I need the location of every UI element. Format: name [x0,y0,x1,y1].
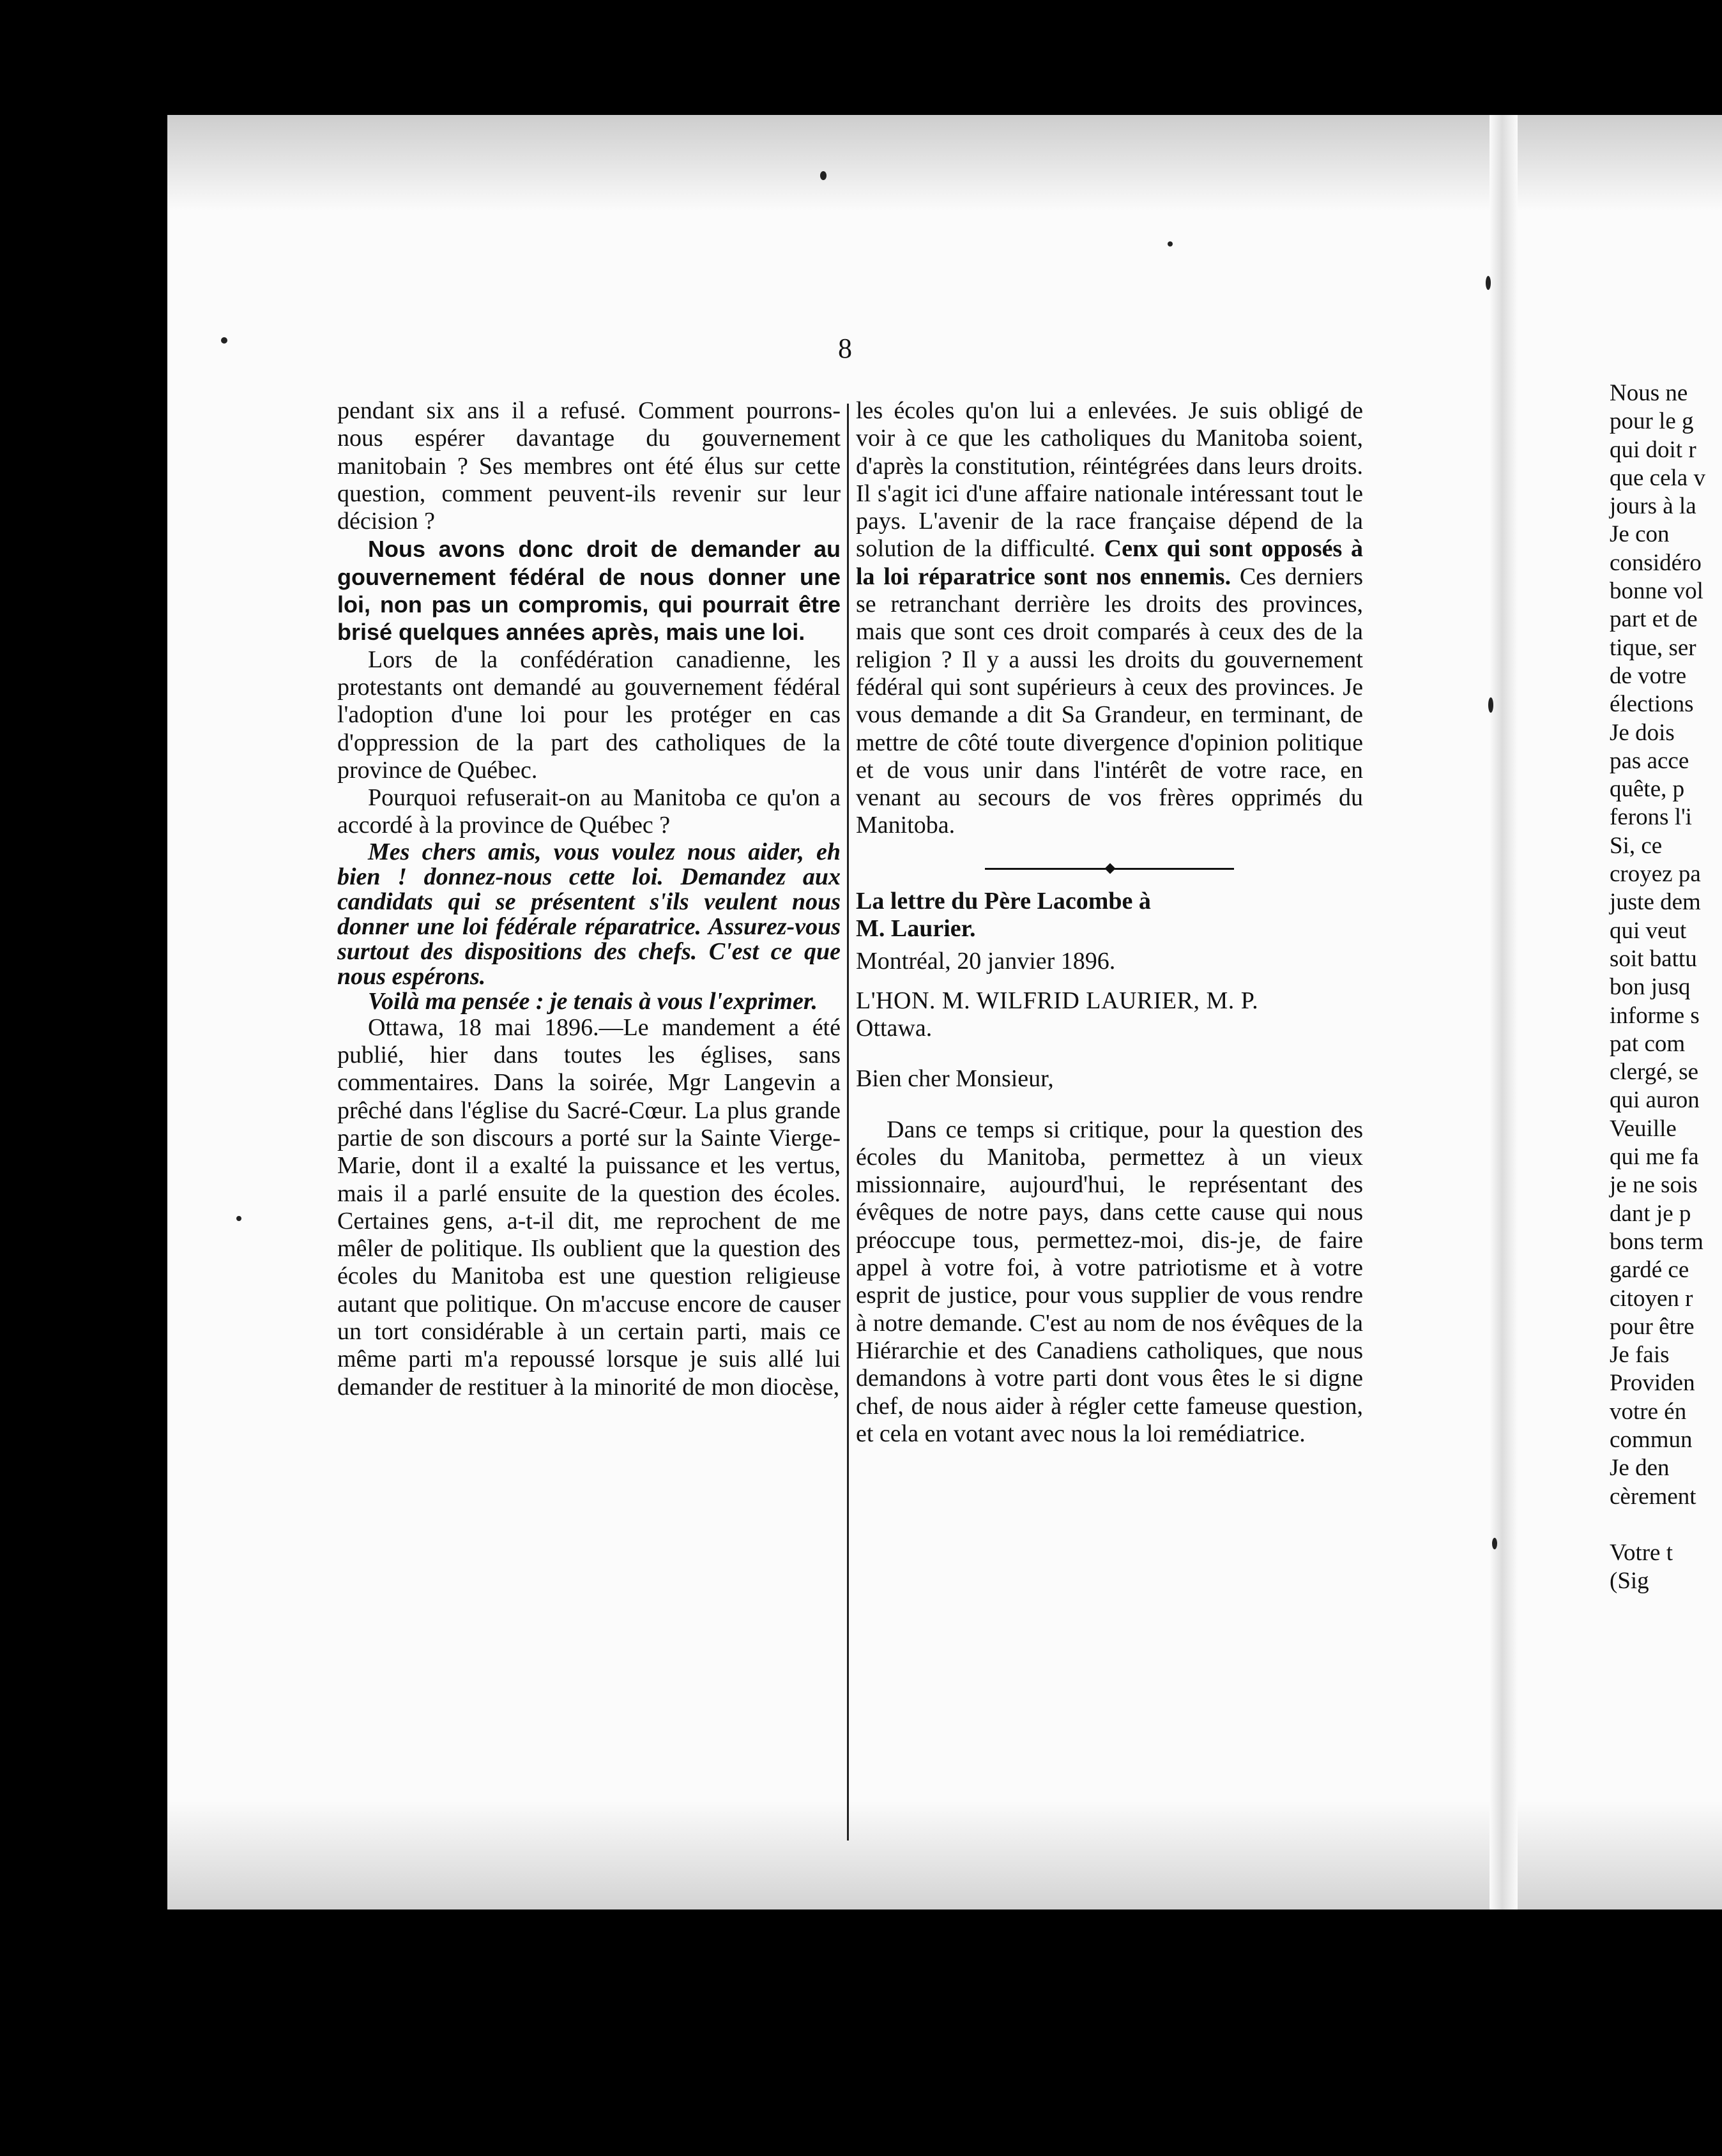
scan-speck [1168,241,1173,247]
fragment-line: gardé ce [1610,1257,1689,1284]
fragment-line: (Sig [1610,1568,1649,1595]
fragment-line: Je den [1610,1455,1670,1482]
fragment-line: ferons l'i [1610,804,1692,831]
fragment-line: je ne sois [1610,1172,1698,1199]
paragraph: Ottawa, 18 mai 1896.—Le mandement a été publié, hier dans toutes les églises, sans commentaires. Dans la soirée, Mgr Langevin a prêché dans l'église du Sacré-Cœur. La plus grande partie de son discours a porté sur la Sainte Vierge-Marie, dont il a exalté la puissance et les vertus, mais il a parlé ensuite de la question des écoles. Certaines gens, a-t-il dit, me reprochent de me mêler de politique. Ils oublient que la question des écoles du Manitoba est une question religieuse autant que politique. On m'accuse encore de causer un tort considérable à un certain parti, mais ce même parti m'a repoussé lorsque je suis allé lui demander de restituer à la minorité de mon diocèse, [337,1013,841,1401]
paragraph: Lors de la confédération canadienne, les protestants ont demandé au gouvernement fédéral l'adoption d'une loi pour les protéger en cas d'oppression de la part des catholiques de la province de Québec. [337,646,841,784]
fragment-line: qui doit r [1610,436,1696,463]
fragment-line: clergé, se [1610,1059,1699,1086]
text-span: Ces derniers se retranchant derrière les droits des provinces, mais que sont ces droit comparés à ceux des de la religion ? Il y a aussi les droits du gouvernement fédéral qui sont supérieurs à ceux des provinces. Je vous demande a dit Sa Grandeur, en terminant, de mettre de côté toute divergence d'opinion politique et de vous unir dans l'intérêt de votre race, en venant au secours de vos frères opprimés du Manitoba. [856,563,1364,839]
fragment-line: que cela v [1610,464,1705,491]
fragment-line: informe s [1610,1002,1700,1029]
column-divider [847,404,849,1841]
fragment-line: dant je p [1610,1200,1691,1227]
scan-shadow-top [167,115,1722,211]
scan-shadow-bottom [167,1801,1722,1909]
fragment-line: cèrement [1610,1483,1696,1510]
fragment-line: considéro [1610,549,1702,576]
page-fold [1490,115,1518,1909]
fragment-line: qui veut [1610,917,1687,944]
fragment-line: jours à la [1610,493,1696,520]
fragment-line: Nous ne [1610,380,1688,406]
fragment-line: Je dois [1610,719,1675,746]
fragment-line: juste dem [1610,889,1701,916]
fragment-line: pour être [1610,1313,1695,1340]
fragment-line: bon jusq [1610,974,1691,1001]
italic-paragraph: Mes chers amis, vous voulez nous aider, eh bien ! donnez-nous cette loi. Demandez aux candidats qui se présentent s'ils veulent nous donner une loi fédérale réparatrice. Assurez-vous surtout des dispositions des chefs. C'est ce que nous espérons. [337,838,841,990]
fragment-line: commun [1610,1426,1693,1453]
fragment-line: quête, p [1610,776,1685,803]
emphasis-paragraph: Nous avons donc droit de demander au gouvernement fédéral de nous donner une loi, non pas un compromis, qui pourrait être brisé quelques années après, mais une loi. [337,536,841,646]
scan-speck [1492,1538,1497,1549]
fragment-line [1610,1511,1722,1539]
paragraph [856,397,1363,840]
fragment-line: part et de [1610,606,1698,633]
paragraph: pendant six ans il a refusé. Comment pourrons-nous espérer davantage du gouvernement manitobain ? Ses membres ont été élus sur cette question, comment peuvent-ils revenir sur leur décision ? [337,397,841,535]
scan-speck [221,337,227,344]
letter-title: M. Laurier. [856,915,976,943]
bold-text-span: Cenx qui sont opposés à la loi réparatrice sont nos ennemis. [856,535,1363,590]
fragment-line: qui me fa [1610,1144,1699,1171]
fragment-line: votre én [1610,1398,1687,1425]
fragment-line: pas acce [1610,747,1689,774]
spacer [856,1042,1363,1065]
spacer [856,1093,1363,1116]
fragment-line: qui auron [1610,1087,1700,1114]
fragment-line: croyez pa [1610,861,1701,888]
place: Ottawa. [856,1014,933,1042]
fragment-line: de votre [1610,662,1687,689]
dateline: Montréal, 20 janvier 1896. [856,948,1116,975]
fragment-line: Votre t [1610,1540,1673,1567]
scan-speck [820,171,827,180]
middle-column [856,397,1363,1448]
salutation: Bien cher Monsieur, [856,1065,1054,1093]
text-span: les écoles qu'on lui a enlevées. Je suis obligé de voir à ce que les catholiques du Manitoba soient, d'après la constitution, réintégrées dans leurs droits. Il s'agit ici d'une affaire nationale intéressant tout le pays. L'avenir de la race française dépend de la solution de la difficulté. [856,397,1363,563]
paragraph: Pourquoi refuserait-on au Manitoba ce qu'on a accordé à la province de Québec ? [337,784,841,839]
letter-title: La lettre du Père Lacombe à [856,887,1151,915]
fragment-line: pat com [1610,1030,1686,1057]
addressee: L'HON. M. WILFRID LAURIER, M. P. [856,987,1259,1014]
fragment-line: tique, ser [1610,634,1696,661]
fragment-line: Je fais [1610,1342,1670,1369]
fragment-line: bons term [1610,1228,1703,1255]
left-column [337,397,841,1401]
right-column-fragment [1610,379,1722,1596]
scan-speck [236,1216,241,1221]
scan-speck [1488,697,1493,713]
scan-speck [1486,276,1491,290]
fragment-line: Si, ce [1610,832,1663,859]
paragraph: Dans ce temps si critique, pour la question des écoles du Manitoba, permettez à un vieux missionnaire, aujourd'hui, le représentant des évêques de notre pays, dans cette cause qui nous préoccupe tous, permettez-moi, dis-je, de faire appel à votre foi, à votre patriotisme et à votre esprit de justice, pour vous supplier de vous rendre à notre demande. C'est au nom de nos évêques de la Hiérarchie et des Canadiens catholiques, que nous demandons à votre parti dont vous êtes le si digne chef, de nous aider à régler cette fameuse question, et cela en votant avec nous la loi remédiatrice. [856,1116,1363,1447]
fragment-line: Je con [1610,521,1670,548]
fragment-line: citoyen r [1610,1285,1693,1312]
italic-paragraph: Voilà ma pensée : je tenais à vous l'exprimer. [368,987,818,1015]
fragment-line: bonne vol [1610,578,1703,605]
fragment-line: élections [1610,691,1694,718]
fragment-line: Providen [1610,1370,1695,1397]
section-separator [985,868,1234,870]
fragment-line: pour le g [1610,408,1694,435]
fragment-line: Veuille [1610,1115,1677,1142]
fragment-line: soit battu [1610,945,1697,972]
page-number: 8 [838,333,852,364]
